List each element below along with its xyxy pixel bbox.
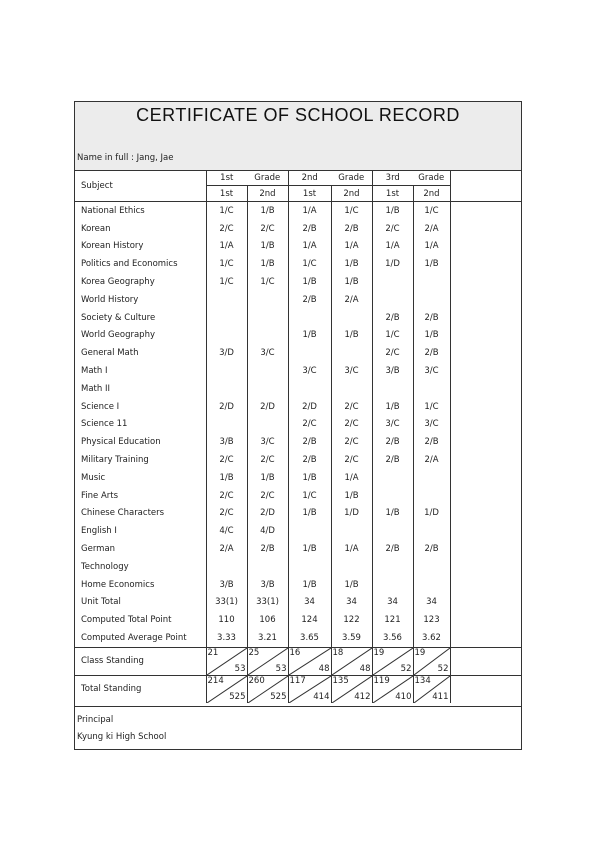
grade-cell <box>288 344 331 362</box>
total-standing-cell <box>288 675 331 703</box>
table-row <box>75 505 521 523</box>
grade-cell: 2/C <box>331 398 372 416</box>
grade-cell <box>413 558 450 576</box>
grade-cell: 3.21 <box>247 629 288 647</box>
grade-cell: 1/C <box>288 255 331 273</box>
grade-cell: 1/B <box>288 327 331 345</box>
extra-col <box>450 433 521 451</box>
table-row <box>75 238 521 256</box>
grade-cell <box>247 416 288 434</box>
extra-col <box>450 238 521 256</box>
grade-cell <box>413 380 450 398</box>
grade-cell: 3.65 <box>288 629 331 647</box>
grade-cell: 2/B <box>247 540 288 558</box>
extra-col <box>450 273 521 291</box>
grade-cell: 2/B <box>372 433 413 451</box>
grade-number: 2nd <box>288 170 331 186</box>
grade-cell: 1/B <box>331 255 372 273</box>
extra-col <box>450 451 521 469</box>
class-standing-cell <box>247 647 288 675</box>
total-value: 52 <box>437 663 449 674</box>
table-row <box>75 594 521 612</box>
grade-cell: 1/A <box>288 202 331 220</box>
table-row <box>75 309 521 327</box>
subject-name: English I <box>75 522 206 540</box>
grade-cell: 3.62 <box>413 629 450 647</box>
total-value: 53 <box>234 663 246 674</box>
grade-label: Grade <box>413 170 450 186</box>
grade-cell: 3/C <box>247 433 288 451</box>
table-row <box>75 469 521 487</box>
class-standing-cell <box>206 647 247 675</box>
grade-cell: 2/B <box>372 540 413 558</box>
signature-block <box>75 706 521 750</box>
grade-cell: 2/B <box>413 309 450 327</box>
grade-cell <box>331 344 372 362</box>
rank-value: 19 <box>414 647 426 658</box>
grade-cell: 110 <box>206 611 247 629</box>
extra-col <box>450 416 521 434</box>
grade-cell: 4/D <box>247 522 288 540</box>
extra-col <box>450 291 521 309</box>
grade-cell <box>247 309 288 327</box>
grade-cell: 2/C <box>206 220 247 238</box>
subject-name: Home Economics <box>75 576 206 594</box>
rank-value: 117 <box>289 675 306 686</box>
subject-name: Computed Total Point <box>75 611 206 629</box>
subject-name: Military Training <box>75 451 206 469</box>
subject-name: Math I <box>75 362 206 380</box>
class-standing-cell <box>331 647 372 675</box>
table-row <box>75 327 521 345</box>
grade-cell <box>372 522 413 540</box>
grade-cell: 1/C <box>413 398 450 416</box>
table-row <box>75 273 521 291</box>
table-row <box>75 291 521 309</box>
grade-cell: 1/B <box>372 398 413 416</box>
certificate <box>74 101 522 750</box>
grade-cell: 3/C <box>331 362 372 380</box>
total-value: 412 <box>354 691 371 702</box>
table-row <box>75 611 521 629</box>
table-row <box>75 220 521 238</box>
total-value: 48 <box>318 663 330 674</box>
table-row <box>75 344 521 362</box>
extra-col <box>450 505 521 523</box>
grade-cell <box>288 380 331 398</box>
grade-cell: 1/B <box>331 327 372 345</box>
subject-name: Korea Geography <box>75 273 206 291</box>
grade-cell <box>413 522 450 540</box>
student-name: Name in full : Jang, Jae <box>77 153 174 163</box>
grade-cell: 1/D <box>331 505 372 523</box>
grade-cell: 1/B <box>288 505 331 523</box>
grade-cell: 2/A <box>413 451 450 469</box>
grade-cell: 1/A <box>372 238 413 256</box>
extra-col <box>450 327 521 345</box>
subject-name: World History <box>75 291 206 309</box>
subject-name: Math II <box>75 380 206 398</box>
subject-name: National Ethics <box>75 202 206 220</box>
rank-value: 119 <box>373 675 390 686</box>
grade-cell: 1/C <box>206 273 247 291</box>
grade-cell: 1/B <box>247 202 288 220</box>
grade-cell: 3/B <box>206 433 247 451</box>
grade-cell: 1/B <box>413 255 450 273</box>
document-title: CERTIFICATE OF SCHOOL RECORD <box>136 105 460 125</box>
grade-cell: 3.59 <box>331 629 372 647</box>
table-row <box>75 362 521 380</box>
extra-col <box>450 398 521 416</box>
rank-value: 25 <box>248 647 260 658</box>
grade-cell <box>413 291 450 309</box>
grade-cell <box>206 362 247 380</box>
table-row <box>75 255 521 273</box>
rank-value: 214 <box>207 675 224 686</box>
rank-value: 19 <box>373 647 385 658</box>
extra-col <box>450 202 521 220</box>
grade-cell: 1/C <box>413 202 450 220</box>
subject-name: Computed Average Point <box>75 629 206 647</box>
grade-cell: 3/D <box>206 344 247 362</box>
rank-value: 260 <box>248 675 265 686</box>
class-standing-label: Class Standing <box>75 647 206 675</box>
table-row <box>75 398 521 416</box>
extra-col <box>450 576 521 594</box>
total-value: 414 <box>313 691 330 702</box>
grade-cell: 2/B <box>288 220 331 238</box>
grade-cell <box>288 522 331 540</box>
grade-cell: 3/C <box>247 344 288 362</box>
grade-cell: 1/D <box>372 255 413 273</box>
grade-cell <box>372 273 413 291</box>
grade-cell: 2/C <box>331 433 372 451</box>
grade-label: Grade <box>331 170 372 186</box>
grade-cell: 2/A <box>413 220 450 238</box>
grade-cell: 34 <box>331 594 372 612</box>
grade-cell: 2/B <box>413 433 450 451</box>
grade-cell: 2/C <box>247 220 288 238</box>
grade-cell <box>247 362 288 380</box>
total-standing-cell <box>372 675 413 703</box>
subject-name: Fine Arts <box>75 487 206 505</box>
grade-cell <box>206 291 247 309</box>
grades-table <box>75 170 521 703</box>
grade-cell <box>413 487 450 505</box>
grade-cell: 2/B <box>288 291 331 309</box>
extra-col <box>450 220 521 238</box>
grade-label: Grade <box>247 170 288 186</box>
grade-cell <box>372 380 413 398</box>
subject-name: Science I <box>75 398 206 416</box>
extra-col <box>450 380 521 398</box>
grade-cell: 2/B <box>372 309 413 327</box>
grade-cell: 2/D <box>288 398 331 416</box>
semester-header: 2nd <box>331 186 372 202</box>
extra-col <box>450 469 521 487</box>
total-value: 525 <box>270 691 287 702</box>
subject-name: World Geography <box>75 327 206 345</box>
total-standing-label: Total Standing <box>75 675 206 703</box>
table-row <box>75 416 521 434</box>
grade-cell: 2/C <box>247 451 288 469</box>
extra-col <box>450 170 521 186</box>
certificate-header <box>75 102 521 171</box>
grade-cell: 106 <box>247 611 288 629</box>
grade-cell: 1/B <box>413 327 450 345</box>
total-value: 410 <box>395 691 412 702</box>
grade-cell: 2/B <box>288 433 331 451</box>
grade-cell <box>413 576 450 594</box>
grade-cell: 1/A <box>331 540 372 558</box>
extra-col <box>450 558 521 576</box>
extra-col <box>450 522 521 540</box>
subject-name: Society & Culture <box>75 309 206 327</box>
semester-header: 2nd <box>413 186 450 202</box>
grade-cell: 2/C <box>331 451 372 469</box>
grade-cell: 1/B <box>372 202 413 220</box>
class-standing-cell <box>288 647 331 675</box>
grade-cell: 3/C <box>413 362 450 380</box>
total-value: 53 <box>275 663 287 674</box>
grade-cell: 1/C <box>372 327 413 345</box>
grade-cell: 1/B <box>372 505 413 523</box>
grade-cell: 2/B <box>288 451 331 469</box>
grade-cell: 3/C <box>372 416 413 434</box>
table-row <box>75 540 521 558</box>
grade-cell: 33(1) <box>247 594 288 612</box>
grade-cell: 1/C <box>247 273 288 291</box>
grade-cell: 4/C <box>206 522 247 540</box>
grade-cell: 3.33 <box>206 629 247 647</box>
grade-cell: 1/A <box>331 238 372 256</box>
grade-cell: 1/A <box>413 238 450 256</box>
grade-cell: 121 <box>372 611 413 629</box>
grade-cell: 2/C <box>288 416 331 434</box>
grade-cell <box>206 558 247 576</box>
grade-cell: 2/A <box>206 540 247 558</box>
extra-col <box>450 487 521 505</box>
grade-cell: 2/C <box>206 487 247 505</box>
grade-cell: 34 <box>372 594 413 612</box>
extra-col <box>450 362 521 380</box>
grade-cell <box>372 291 413 309</box>
grade-cell: 1/C <box>331 202 372 220</box>
grade-cell: 2/C <box>331 416 372 434</box>
rank-value: 135 <box>332 675 349 686</box>
rank-value: 134 <box>414 675 431 686</box>
total-standing-cell <box>247 675 288 703</box>
grade-cell: 2/C <box>372 344 413 362</box>
grade-cell: 2/D <box>206 398 247 416</box>
subject-name: Chinese Characters <box>75 505 206 523</box>
table-row <box>75 202 521 220</box>
principal-label: Principal <box>77 715 114 725</box>
grade-cell: 2/C <box>206 505 247 523</box>
grade-cell: 1/A <box>331 469 372 487</box>
extra-col <box>450 611 521 629</box>
class-standing-cell <box>372 647 413 675</box>
grade-cell: 124 <box>288 611 331 629</box>
grade-cell: 2/D <box>247 398 288 416</box>
extra-col <box>450 186 521 202</box>
grade-cell: 34 <box>413 594 450 612</box>
grade-number: 1st <box>206 170 247 186</box>
grade-cell <box>247 327 288 345</box>
table-row <box>75 433 521 451</box>
extra-col <box>450 675 521 703</box>
grade-cell: 3/B <box>247 576 288 594</box>
grade-cell <box>331 558 372 576</box>
grade-cell: 1/B <box>206 469 247 487</box>
grade-cell: 1/B <box>247 238 288 256</box>
grade-cell: 1/B <box>247 255 288 273</box>
grade-cell <box>372 487 413 505</box>
rank-value: 16 <box>289 647 301 658</box>
grade-cell <box>413 469 450 487</box>
subject-name: Physical Education <box>75 433 206 451</box>
subject-name: Korean <box>75 220 206 238</box>
grade-cell <box>206 309 247 327</box>
total-standing-cell <box>206 675 247 703</box>
table-row <box>75 558 521 576</box>
grade-cell: 2/B <box>372 451 413 469</box>
grade-cell: 1/B <box>331 576 372 594</box>
rank-value: 18 <box>332 647 344 658</box>
grade-cell <box>247 380 288 398</box>
grade-cell <box>288 309 331 327</box>
grade-cell <box>372 469 413 487</box>
grade-cell: 3/C <box>288 362 331 380</box>
extra-col <box>450 540 521 558</box>
grade-cell: 1/A <box>206 238 247 256</box>
grade-cell: 3/B <box>372 362 413 380</box>
grade-cell: 1/B <box>247 469 288 487</box>
semester-header: 1st <box>288 186 331 202</box>
extra-col <box>450 647 521 675</box>
table-row <box>75 380 521 398</box>
extra-col <box>450 255 521 273</box>
grade-cell: 2/C <box>247 487 288 505</box>
grade-cell: 3/C <box>413 416 450 434</box>
grade-cell: 1/B <box>331 487 372 505</box>
grade-cell: 122 <box>331 611 372 629</box>
class-standing-cell <box>413 647 450 675</box>
total-value: 52 <box>400 663 412 674</box>
grade-cell <box>206 416 247 434</box>
subject-name: General Math <box>75 344 206 362</box>
semester-header: 1st <box>206 186 247 202</box>
grade-cell: 1/B <box>288 576 331 594</box>
subject-header: Subject <box>75 170 206 202</box>
grade-cell: 123 <box>413 611 450 629</box>
extra-col <box>450 309 521 327</box>
grade-cell: 3.56 <box>372 629 413 647</box>
grade-cell: 2/C <box>206 451 247 469</box>
subject-name: Music <box>75 469 206 487</box>
grade-cell <box>288 558 331 576</box>
extra-col <box>450 344 521 362</box>
extra-col <box>450 629 521 647</box>
total-value: 525 <box>229 691 246 702</box>
total-standing-row <box>75 675 521 703</box>
grade-cell <box>331 380 372 398</box>
grade-cell: 2/D <box>247 505 288 523</box>
grade-cell <box>413 273 450 291</box>
grade-cell: 34 <box>288 594 331 612</box>
grade-cell: 2/B <box>413 344 450 362</box>
grade-cell: 1/A <box>288 238 331 256</box>
grade-cell: 1/C <box>206 202 247 220</box>
table-row <box>75 629 521 647</box>
grade-cell: 2/C <box>372 220 413 238</box>
grade-cell: 1/C <box>288 487 331 505</box>
grade-cell: 2/B <box>331 220 372 238</box>
subject-name: German <box>75 540 206 558</box>
class-standing-row <box>75 647 521 675</box>
semester-header: 2nd <box>247 186 288 202</box>
total-standing-cell <box>331 675 372 703</box>
subject-name: Unit Total <box>75 594 206 612</box>
grade-cell <box>331 309 372 327</box>
semester-header: 1st <box>372 186 413 202</box>
subject-name: Science 11 <box>75 416 206 434</box>
total-value: 411 <box>432 691 449 702</box>
grade-cell <box>206 327 247 345</box>
table-row <box>75 522 521 540</box>
grade-cell: 33(1) <box>206 594 247 612</box>
grade-cell: 1/B <box>288 469 331 487</box>
grade-cell <box>206 380 247 398</box>
subject-name: Technology <box>75 558 206 576</box>
grade-cell <box>372 558 413 576</box>
grade-cell <box>247 558 288 576</box>
subject-name: Korean History <box>75 238 206 256</box>
table-row <box>75 576 521 594</box>
grade-cell <box>331 522 372 540</box>
grade-cell <box>247 291 288 309</box>
subject-name: Politics and Economics <box>75 255 206 273</box>
grade-cell: 1/B <box>288 540 331 558</box>
grade-cell <box>372 576 413 594</box>
rank-value: 21 <box>207 647 219 658</box>
school-name: Kyung ki High School <box>77 732 167 742</box>
grade-cell: 1/B <box>288 273 331 291</box>
grade-cell: 2/A <box>331 291 372 309</box>
extra-col <box>450 594 521 612</box>
grade-cell: 1/B <box>331 273 372 291</box>
grade-cell: 1/D <box>413 505 450 523</box>
table-row <box>75 451 521 469</box>
grade-cell: 3/B <box>206 576 247 594</box>
total-value: 48 <box>359 663 371 674</box>
total-standing-cell <box>413 675 450 703</box>
grade-number: 3rd <box>372 170 413 186</box>
grade-cell: 1/C <box>206 255 247 273</box>
grade-cell: 2/B <box>413 540 450 558</box>
table-row <box>75 487 521 505</box>
